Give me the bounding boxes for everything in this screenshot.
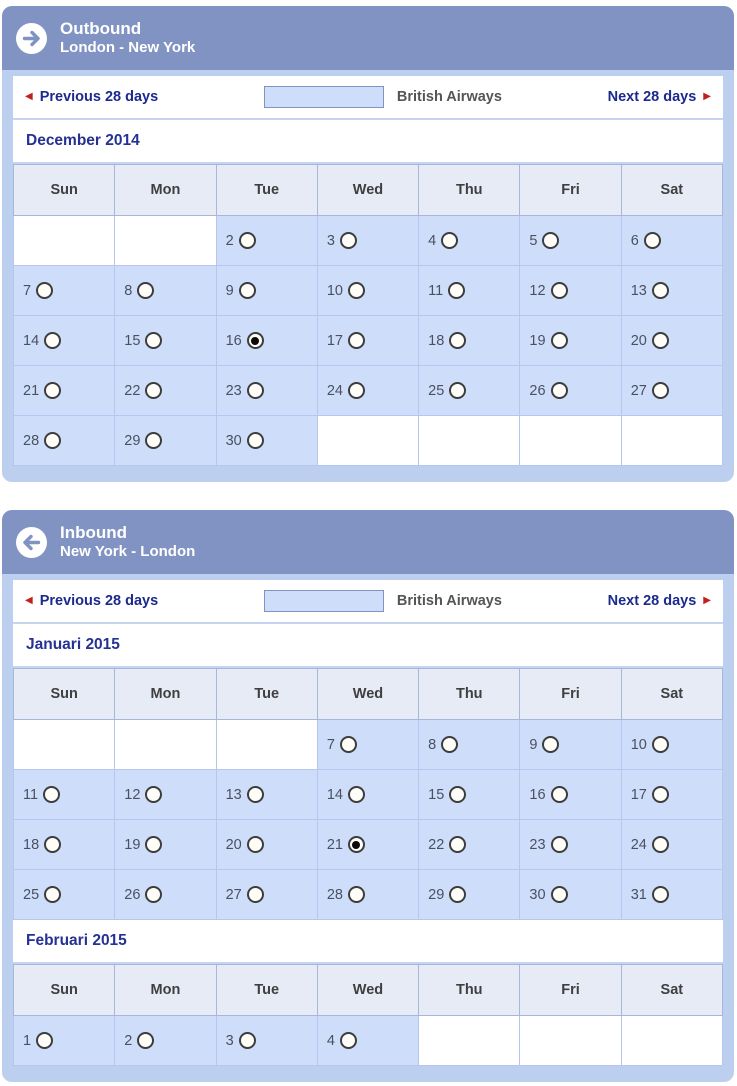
weekday-header: Sat bbox=[621, 669, 722, 720]
airline-label: British Airways bbox=[396, 593, 502, 609]
empty-day-cell bbox=[621, 416, 722, 466]
date-radio[interactable] bbox=[145, 886, 162, 903]
date-radio[interactable] bbox=[348, 786, 365, 803]
day-cell-28[interactable] bbox=[14, 416, 115, 466]
weekday-header-row bbox=[14, 165, 723, 216]
weekday-header: Sun bbox=[14, 965, 115, 1016]
day-number: 23 bbox=[529, 836, 546, 853]
weekday-header: Tue bbox=[216, 165, 317, 216]
day-number: 23 bbox=[225, 382, 242, 399]
date-radio[interactable] bbox=[449, 332, 466, 349]
day-number: 7 bbox=[326, 736, 335, 753]
day-number: 18 bbox=[23, 836, 40, 853]
weekday-header: Tue bbox=[216, 669, 317, 720]
day-cell-1[interactable] bbox=[14, 1016, 115, 1066]
calendar-week-row bbox=[14, 416, 723, 466]
calendar-table bbox=[13, 668, 723, 920]
day-cell-15[interactable] bbox=[115, 316, 216, 366]
section-header bbox=[2, 6, 734, 70]
date-radio[interactable] bbox=[551, 886, 568, 903]
day-number: 10 bbox=[630, 736, 647, 753]
day-cell-26[interactable] bbox=[115, 870, 216, 920]
day-cell-21[interactable] bbox=[14, 366, 115, 416]
date-radio[interactable] bbox=[652, 886, 669, 903]
day-cell-5[interactable] bbox=[520, 216, 621, 266]
day-number: 19 bbox=[124, 836, 141, 853]
section-title: Inbound bbox=[60, 522, 128, 542]
day-cell-17[interactable] bbox=[317, 316, 418, 366]
date-radio[interactable] bbox=[145, 786, 162, 803]
day-number: 27 bbox=[225, 886, 242, 903]
calendar-table bbox=[13, 964, 723, 1066]
day-cell-22[interactable] bbox=[419, 820, 520, 870]
day-number: 14 bbox=[23, 332, 40, 349]
date-radio[interactable] bbox=[247, 836, 264, 853]
day-number: 11 bbox=[23, 786, 39, 803]
day-cell-21[interactable] bbox=[317, 820, 418, 870]
section-body bbox=[2, 70, 734, 482]
empty-day-cell bbox=[14, 216, 115, 266]
day-cell-2[interactable] bbox=[115, 1016, 216, 1066]
date-radio[interactable] bbox=[652, 836, 669, 853]
date-radio[interactable] bbox=[44, 382, 61, 399]
day-number: 2 bbox=[225, 232, 234, 249]
day-number: 8 bbox=[428, 736, 437, 753]
empty-day-cell bbox=[317, 416, 418, 466]
day-number: 1 bbox=[23, 1032, 32, 1049]
day-number: 29 bbox=[124, 432, 141, 449]
date-radio[interactable] bbox=[652, 382, 669, 399]
inbound-section bbox=[2, 510, 734, 1082]
day-number: 31 bbox=[630, 886, 647, 903]
date-radio[interactable] bbox=[247, 382, 264, 399]
calendar-week-row bbox=[14, 316, 723, 366]
day-cell-9[interactable] bbox=[520, 720, 621, 770]
date-radio[interactable] bbox=[652, 282, 669, 299]
date-radio[interactable] bbox=[348, 886, 365, 903]
outbound-section bbox=[2, 6, 734, 482]
weekday-header: Sat bbox=[621, 165, 722, 216]
day-cell-8[interactable] bbox=[115, 266, 216, 316]
day-cell-30[interactable] bbox=[520, 870, 621, 920]
date-radio[interactable] bbox=[449, 382, 466, 399]
day-cell-18[interactable] bbox=[14, 820, 115, 870]
date-radio[interactable] bbox=[551, 282, 568, 299]
day-number: 6 bbox=[630, 232, 639, 249]
empty-day-cell bbox=[14, 720, 115, 770]
day-number: 25 bbox=[23, 886, 40, 903]
day-cell-6[interactable] bbox=[621, 216, 722, 266]
empty-day-cell bbox=[419, 416, 520, 466]
empty-day-cell bbox=[419, 1016, 520, 1066]
calendar-nav-row bbox=[13, 76, 723, 120]
date-radio[interactable] bbox=[44, 836, 61, 853]
weekday-header-row bbox=[14, 965, 723, 1016]
right-triangle-icon: ▶ bbox=[703, 91, 711, 102]
day-cell-12[interactable] bbox=[115, 770, 216, 820]
day-cell-4[interactable] bbox=[419, 216, 520, 266]
day-number: 18 bbox=[428, 332, 445, 349]
calendar-table bbox=[13, 164, 723, 466]
day-number: 30 bbox=[529, 886, 546, 903]
day-cell-22[interactable] bbox=[115, 366, 216, 416]
day-cell-10[interactable] bbox=[621, 720, 722, 770]
previous-28-days-link[interactable]: ◀ Previous 28 days bbox=[25, 89, 159, 105]
day-cell-11[interactable] bbox=[419, 266, 520, 316]
day-number: 10 bbox=[326, 282, 343, 299]
date-radio[interactable] bbox=[551, 332, 568, 349]
day-number: 16 bbox=[529, 786, 546, 803]
weekday-header: Fri bbox=[520, 669, 621, 720]
day-number: 26 bbox=[529, 382, 546, 399]
date-radio[interactable] bbox=[348, 282, 365, 299]
day-number: 29 bbox=[428, 886, 445, 903]
section-body bbox=[2, 574, 734, 1082]
day-cell-7[interactable] bbox=[317, 720, 418, 770]
day-cell-8[interactable] bbox=[419, 720, 520, 770]
day-number: 20 bbox=[225, 836, 242, 853]
day-cell-15[interactable] bbox=[419, 770, 520, 820]
day-number: 22 bbox=[428, 836, 445, 853]
weekday-header: Tue bbox=[216, 965, 317, 1016]
day-cell-3[interactable] bbox=[216, 1016, 317, 1066]
day-cell-11[interactable] bbox=[14, 770, 115, 820]
day-cell-24[interactable] bbox=[317, 366, 418, 416]
day-cell-2[interactable] bbox=[216, 216, 317, 266]
day-number: 3 bbox=[326, 232, 335, 249]
airline-legend bbox=[264, 86, 502, 108]
day-number: 15 bbox=[428, 786, 445, 803]
day-cell-24[interactable] bbox=[621, 820, 722, 870]
day-number: 21 bbox=[326, 836, 343, 853]
date-radio[interactable] bbox=[448, 282, 465, 299]
day-cell-25[interactable] bbox=[14, 870, 115, 920]
date-radio[interactable] bbox=[145, 332, 162, 349]
day-number: 19 bbox=[529, 332, 546, 349]
day-cell-9[interactable] bbox=[216, 266, 317, 316]
day-number: 13 bbox=[630, 282, 647, 299]
weekday-header: Wed bbox=[317, 165, 418, 216]
day-number: 11 bbox=[428, 282, 444, 299]
weekday-header: Mon bbox=[115, 965, 216, 1016]
date-radio[interactable] bbox=[340, 1032, 357, 1049]
day-number: 16 bbox=[225, 332, 242, 349]
day-cell-25[interactable] bbox=[419, 366, 520, 416]
day-number: 3 bbox=[225, 1032, 234, 1049]
day-number: 22 bbox=[124, 382, 141, 399]
empty-day-cell bbox=[520, 416, 621, 466]
airline-legend-swatch bbox=[264, 86, 384, 108]
previous-28-days-link[interactable]: ◀ Previous 28 days bbox=[25, 593, 159, 609]
date-radio[interactable] bbox=[247, 886, 264, 903]
date-radio[interactable] bbox=[652, 332, 669, 349]
date-radio[interactable] bbox=[44, 886, 61, 903]
date-radio[interactable] bbox=[449, 886, 466, 903]
weekday-header: Fri bbox=[520, 165, 621, 216]
day-cell-13[interactable] bbox=[216, 770, 317, 820]
date-radio[interactable] bbox=[43, 786, 60, 803]
date-radio[interactable] bbox=[348, 382, 365, 399]
calendar-week-row bbox=[14, 266, 723, 316]
airline-legend-swatch bbox=[264, 590, 384, 612]
day-number: 9 bbox=[225, 282, 234, 299]
day-number: 24 bbox=[326, 382, 343, 399]
date-radio[interactable] bbox=[239, 282, 256, 299]
date-radio[interactable] bbox=[36, 1032, 53, 1049]
date-radio[interactable] bbox=[239, 1032, 256, 1049]
day-cell-4[interactable] bbox=[317, 1016, 418, 1066]
calendar-week-row bbox=[14, 216, 723, 266]
weekday-header: Thu bbox=[419, 965, 520, 1016]
calendar-week-row bbox=[14, 1016, 723, 1066]
day-number: 26 bbox=[124, 886, 141, 903]
date-radio[interactable] bbox=[542, 232, 559, 249]
airline-legend bbox=[264, 590, 502, 612]
day-number: 17 bbox=[326, 332, 343, 349]
date-radio[interactable] bbox=[145, 382, 162, 399]
day-cell-23[interactable] bbox=[216, 366, 317, 416]
date-radio[interactable] bbox=[441, 736, 458, 753]
next-28-days-link[interactable]: Next 28 days ▶ bbox=[607, 89, 711, 105]
date-radio[interactable] bbox=[137, 1032, 154, 1049]
weekday-header: Mon bbox=[115, 165, 216, 216]
day-cell-27[interactable] bbox=[621, 366, 722, 416]
empty-day-cell bbox=[115, 216, 216, 266]
date-radio[interactable] bbox=[652, 736, 669, 753]
section-route: New York - London bbox=[60, 543, 196, 561]
calendar-week-row bbox=[14, 366, 723, 416]
month-title: Januari 2015 bbox=[13, 624, 723, 668]
day-number: 4 bbox=[428, 232, 437, 249]
day-number: 5 bbox=[529, 232, 538, 249]
day-cell-12[interactable] bbox=[520, 266, 621, 316]
day-number: 14 bbox=[326, 786, 343, 803]
day-number: 20 bbox=[630, 332, 647, 349]
day-cell-16[interactable] bbox=[216, 316, 317, 366]
date-radio[interactable] bbox=[247, 786, 264, 803]
months-container bbox=[13, 624, 723, 1066]
day-number: 15 bbox=[124, 332, 141, 349]
day-cell-14[interactable] bbox=[14, 316, 115, 366]
date-radio[interactable] bbox=[44, 332, 61, 349]
day-cell-10[interactable] bbox=[317, 266, 418, 316]
date-radio[interactable] bbox=[340, 736, 357, 753]
calendar-week-row bbox=[14, 720, 723, 770]
date-radio[interactable] bbox=[551, 836, 568, 853]
date-radio-selected[interactable] bbox=[348, 836, 365, 853]
calendar-week-row bbox=[14, 820, 723, 870]
day-cell-13[interactable] bbox=[621, 266, 722, 316]
day-number: 12 bbox=[124, 786, 141, 803]
day-cell-29[interactable] bbox=[115, 416, 216, 466]
day-cell-23[interactable] bbox=[520, 820, 621, 870]
weekday-header: Thu bbox=[419, 669, 520, 720]
date-radio[interactable] bbox=[441, 232, 458, 249]
calendar-nav-row bbox=[13, 580, 723, 624]
weekday-header: Thu bbox=[419, 165, 520, 216]
date-radio[interactable] bbox=[36, 282, 53, 299]
day-number: 2 bbox=[124, 1032, 133, 1049]
day-cell-26[interactable] bbox=[520, 366, 621, 416]
month-title: Februari 2015 bbox=[13, 920, 723, 964]
date-radio[interactable] bbox=[44, 432, 61, 449]
day-cell-31[interactable] bbox=[621, 870, 722, 920]
date-radio[interactable] bbox=[340, 232, 357, 249]
date-radio[interactable] bbox=[449, 836, 466, 853]
day-cell-20[interactable] bbox=[216, 820, 317, 870]
section-title: Outbound bbox=[60, 18, 142, 38]
month-title: December 2014 bbox=[13, 120, 723, 164]
day-number: 4 bbox=[326, 1032, 335, 1049]
date-radio[interactable] bbox=[145, 836, 162, 853]
arrow-right-circle-icon bbox=[16, 23, 47, 54]
date-radio[interactable] bbox=[348, 332, 365, 349]
section-route: London - New York bbox=[60, 39, 196, 57]
weekday-header: Mon bbox=[115, 669, 216, 720]
date-radio-selected[interactable] bbox=[247, 332, 264, 349]
day-cell-27[interactable] bbox=[216, 870, 317, 920]
empty-day-cell bbox=[115, 720, 216, 770]
airline-label: British Airways bbox=[396, 89, 502, 105]
day-number: 24 bbox=[630, 836, 647, 853]
left-triangle-icon: ◀ bbox=[25, 595, 33, 606]
date-radio[interactable] bbox=[551, 786, 568, 803]
date-radio[interactable] bbox=[137, 282, 154, 299]
calendar-week-row bbox=[14, 770, 723, 820]
day-cell-17[interactable] bbox=[621, 770, 722, 820]
day-cell-20[interactable] bbox=[621, 316, 722, 366]
date-radio[interactable] bbox=[239, 232, 256, 249]
day-cell-14[interactable] bbox=[317, 770, 418, 820]
left-triangle-icon: ◀ bbox=[25, 91, 33, 102]
weekday-header: Sun bbox=[14, 669, 115, 720]
day-number: 7 bbox=[23, 282, 32, 299]
weekday-header-row bbox=[14, 669, 723, 720]
day-cell-16[interactable] bbox=[520, 770, 621, 820]
date-radio[interactable] bbox=[145, 432, 162, 449]
next-28-days-link[interactable]: Next 28 days ▶ bbox=[607, 593, 711, 609]
day-number: 27 bbox=[630, 382, 647, 399]
empty-day-cell bbox=[621, 1016, 722, 1066]
section-header bbox=[2, 510, 734, 574]
day-number: 28 bbox=[23, 432, 40, 449]
day-number: 30 bbox=[225, 432, 242, 449]
arrow-left-circle-icon bbox=[16, 527, 47, 558]
day-number: 17 bbox=[630, 786, 647, 803]
day-number: 12 bbox=[529, 282, 546, 299]
weekday-header: Sat bbox=[621, 965, 722, 1016]
day-number: 21 bbox=[23, 382, 40, 399]
date-radio[interactable] bbox=[644, 232, 661, 249]
day-cell-7[interactable] bbox=[14, 266, 115, 316]
day-number: 13 bbox=[225, 786, 242, 803]
day-number: 9 bbox=[529, 736, 538, 753]
date-radio[interactable] bbox=[652, 786, 669, 803]
weekday-header: Sun bbox=[14, 165, 115, 216]
weekday-header: Wed bbox=[317, 965, 418, 1016]
right-triangle-icon: ▶ bbox=[703, 595, 711, 606]
day-cell-19[interactable] bbox=[115, 820, 216, 870]
day-cell-29[interactable] bbox=[419, 870, 520, 920]
date-radio[interactable] bbox=[551, 382, 568, 399]
empty-day-cell bbox=[520, 1016, 621, 1066]
day-cell-28[interactable] bbox=[317, 870, 418, 920]
day-cell-19[interactable] bbox=[520, 316, 621, 366]
empty-day-cell bbox=[216, 720, 317, 770]
weekday-header: Fri bbox=[520, 965, 621, 1016]
calendar-week-row bbox=[14, 870, 723, 920]
day-number: 8 bbox=[124, 282, 133, 299]
weekday-header: Wed bbox=[317, 669, 418, 720]
date-radio[interactable] bbox=[542, 736, 559, 753]
day-cell-30[interactable] bbox=[216, 416, 317, 466]
day-cell-3[interactable] bbox=[317, 216, 418, 266]
day-number: 25 bbox=[428, 382, 445, 399]
day-cell-18[interactable] bbox=[419, 316, 520, 366]
months-container bbox=[13, 120, 723, 466]
day-number: 28 bbox=[326, 886, 343, 903]
date-radio[interactable] bbox=[449, 786, 466, 803]
date-radio[interactable] bbox=[247, 432, 264, 449]
